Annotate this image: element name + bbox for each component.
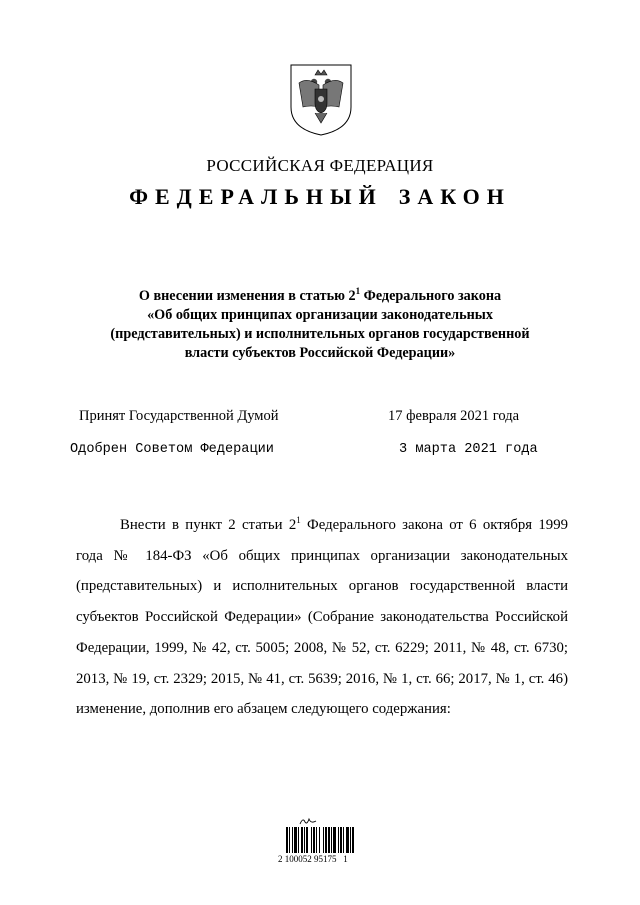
barcode-bar xyxy=(294,827,297,853)
document-type-word2: ЗАКОН xyxy=(398,184,511,209)
barcode-bar xyxy=(338,827,339,853)
law-body-paragraph xyxy=(76,510,568,725)
country-name: РОССИЙСКАЯ ФЕДЕРАЦИЯ xyxy=(206,156,434,175)
barcode xyxy=(286,827,370,853)
body-text-post: Федерального закона от 6 октября 1999 года № 184-ФЗ «Об общих принципах организации законодательных (представительных) и исполнительных органов государственной власти субъектов Российской Федерации» (Собрание законодательства Российской Федерации, 1999, № 42, ст. 5005; 2008, № 52, ст. 6229; 2011, № 48, ст. 6730; 2013, № 19, ст. 2329; 2015, № 41, ст. 5639; 2016, № 1, ст. 66; 2017, № 1, ст. 46) изменение, дополнив его абзацем следующего содержания: xyxy=(76,517,568,718)
barcode-number: 2 100052 95175 1 xyxy=(278,854,348,864)
barcode-bar xyxy=(292,827,293,853)
barcode-bar xyxy=(298,827,299,853)
barcode-bar xyxy=(289,827,290,853)
council-approval-label: Одобрен Советом Федерации xyxy=(70,442,274,457)
signature-mark xyxy=(299,816,317,826)
barcode-bar xyxy=(340,827,342,853)
barcode-bar xyxy=(304,827,305,853)
barcode-bar xyxy=(311,827,312,853)
title-line1-post: Федерального закона xyxy=(360,288,502,304)
barcode-bar xyxy=(331,827,332,853)
duma-adoption-date: 17 февраля 2021 года xyxy=(388,408,520,424)
barcode-bar xyxy=(313,827,315,853)
barcode-bar xyxy=(350,827,351,853)
barcode-bar xyxy=(325,827,327,853)
barcode-bar xyxy=(328,827,330,853)
body-text-pre: Внести в пункт 2 статьи 2 xyxy=(120,517,297,533)
barcode-bar xyxy=(352,827,354,853)
council-approval-date: 3 марта 2021 года xyxy=(399,442,538,457)
barcode-bar xyxy=(316,827,317,853)
law-title-line3: (представительных) и исполнительных органов государственной xyxy=(110,326,530,342)
barcode-bar xyxy=(306,827,308,853)
barcode-bar xyxy=(343,827,344,853)
coat-of-arms-emblem xyxy=(289,63,353,137)
title-line1-pre: О внесении изменения в статью 2 xyxy=(138,288,356,304)
barcode-bar xyxy=(323,827,324,853)
document-type xyxy=(0,184,640,210)
barcode-bar xyxy=(319,827,320,853)
duma-adoption-label: Принят Государственной Думой xyxy=(79,408,279,424)
law-title-line4: власти субъектов Российской Федерации» xyxy=(184,345,456,361)
barcode-bar xyxy=(286,827,288,853)
law-title-line2: «Об общих принципах организации законодательных xyxy=(147,307,493,323)
law-title xyxy=(80,287,560,363)
barcode-bar xyxy=(333,827,336,853)
barcode-bar xyxy=(301,827,303,853)
title-line1-sup: 1 xyxy=(355,286,361,296)
document-type-word1: ФЕДЕРАЛЬНЫЙ xyxy=(129,184,383,209)
law-title-line1 xyxy=(80,287,560,306)
barcode-bar xyxy=(346,827,349,853)
body-text-sup: 1 xyxy=(296,515,301,525)
